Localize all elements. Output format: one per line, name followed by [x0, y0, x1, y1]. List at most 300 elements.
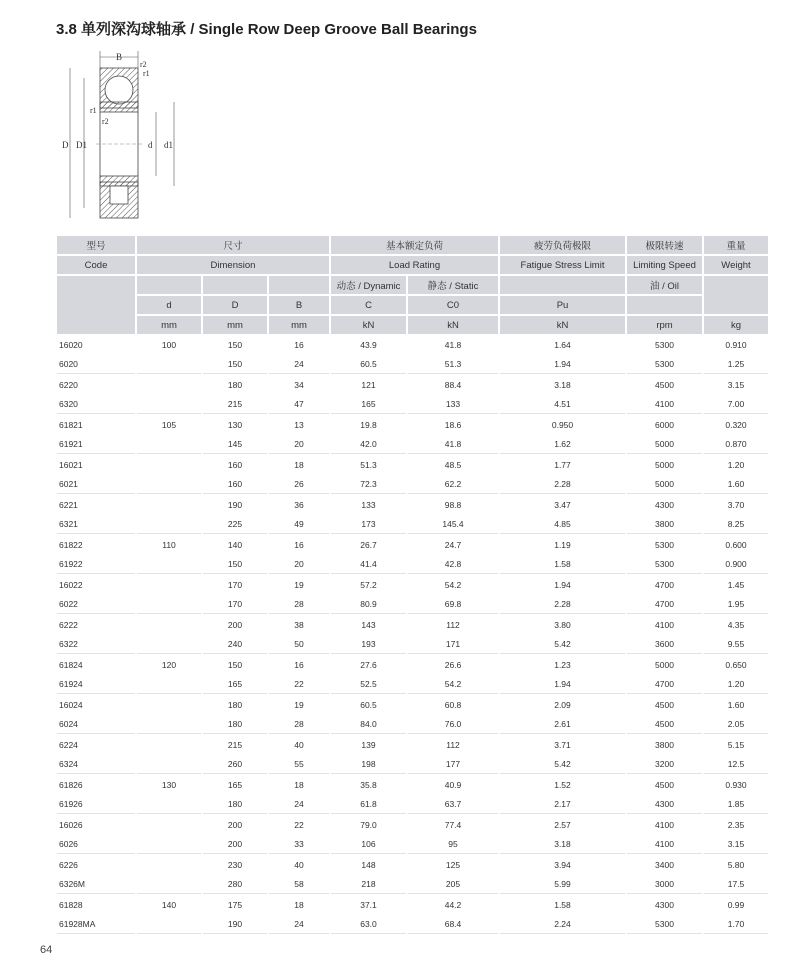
cell-weight-kg: 5.80	[727, 859, 745, 870]
cell-static-C0: 41.8	[408, 436, 498, 455]
table-row	[57, 436, 768, 455]
cell-weight-kg: 0.900	[704, 556, 768, 575]
header-unit-D: mm	[203, 316, 267, 334]
cell-bore-d: 100	[161, 339, 177, 350]
cell-outer-D: 170	[227, 579, 243, 590]
table-row	[57, 616, 768, 634]
cell-code: 16024	[59, 699, 83, 710]
cell-static-C0: 62.2	[408, 476, 498, 495]
table-row	[57, 596, 768, 615]
cell-speed-rpm: 3200	[627, 756, 702, 775]
cell-width-B: 36	[294, 499, 304, 510]
cell-dynamic-C: 19.8	[360, 419, 377, 430]
cell-bore-d	[137, 436, 201, 455]
label-B: B	[116, 52, 123, 62]
label-r2-inner: r2	[102, 117, 109, 126]
cell-outer-D: 150	[227, 659, 243, 670]
cell-width-B: 24	[269, 796, 329, 815]
cell-outer-D: 150	[203, 556, 267, 575]
cell-static-C0: 112	[446, 739, 460, 750]
cell-static-C0: 63.7	[408, 796, 498, 815]
cell-code: 61928MA	[57, 916, 135, 935]
table-row	[57, 336, 768, 354]
table-row	[57, 696, 768, 714]
cell-speed-rpm: 4700	[627, 676, 702, 695]
cell-code: 6221	[59, 499, 78, 510]
cell-static-C0: 77.4	[444, 819, 462, 830]
cell-speed-rpm: 4300	[627, 796, 702, 815]
cell-speed-rpm: 4100	[627, 836, 702, 855]
cell-outer-D: 145	[203, 436, 267, 455]
label-D1: D1	[76, 140, 87, 150]
table-row	[57, 856, 768, 874]
cell-static-C0: 54.2	[444, 579, 462, 590]
header-weight-cn: 重量	[704, 236, 768, 254]
table-row	[57, 456, 768, 474]
table-row	[57, 556, 768, 575]
cell-fatigue-Pu: 3.18	[554, 379, 571, 390]
cell-speed-rpm: 5300	[655, 539, 674, 550]
page-number: 64	[40, 944, 53, 956]
cell-fatigue-Pu: 1.94	[500, 356, 625, 375]
cell-bore-d	[137, 696, 201, 714]
cell-weight-kg: 4.35	[727, 619, 745, 630]
cell-weight-kg: 9.55	[704, 636, 768, 655]
cell-speed-rpm: 3800	[627, 516, 702, 535]
header-load-en: Load Rating	[331, 256, 498, 274]
cell-code: 61824	[59, 659, 83, 670]
cell-code: 6320	[57, 396, 135, 415]
cell-fatigue-Pu: 1.58	[500, 556, 625, 575]
cell-code: 61926	[57, 796, 135, 815]
table-row	[57, 376, 768, 394]
cell-fatigue-Pu: 1.64	[554, 339, 571, 350]
cell-outer-D: 175	[227, 899, 243, 910]
cell-fatigue-Pu: 3.94	[554, 859, 571, 870]
cell-outer-D: 140	[227, 539, 243, 550]
cell-code: 6226	[59, 859, 78, 870]
page-title: 3.8 单列深沟球轴承 / Single Row Deep Groove Ball Bearings	[56, 21, 477, 38]
cell-code: 6326M	[57, 876, 135, 895]
cell-bore-d: 120	[161, 659, 177, 670]
cell-static-C0: 18.6	[444, 419, 462, 430]
cell-width-B: 38	[294, 619, 304, 630]
cell-dynamic-C: 61.8	[331, 796, 406, 815]
cell-weight-kg: 3.70	[727, 499, 745, 510]
header-dimension-cn: 尺寸	[137, 236, 329, 254]
cell-static-C0: 48.5	[444, 459, 462, 470]
cell-outer-D: 280	[203, 876, 267, 895]
cell-outer-D: 130	[227, 419, 243, 430]
cell-weight-kg: 2.35	[727, 819, 745, 830]
cell-weight-kg: 3.15	[704, 836, 768, 855]
cell-dynamic-C: 35.8	[360, 779, 377, 790]
cell-dynamic-C: 139	[361, 739, 376, 750]
table-row	[57, 516, 768, 535]
cell-width-B: 19	[294, 579, 304, 590]
cell-dynamic-C: 148	[361, 859, 376, 870]
cell-dynamic-C: 60.5	[360, 699, 377, 710]
cell-dynamic-C: 133	[361, 499, 376, 510]
cell-dynamic-C: 79.0	[360, 819, 377, 830]
table-row	[57, 796, 768, 815]
cell-weight-kg: 1.20	[704, 676, 768, 695]
header-unit-rpm: rpm	[627, 316, 702, 334]
header-sym-B: B	[269, 296, 329, 314]
table-row	[57, 356, 768, 375]
cell-outer-D: 165	[227, 779, 243, 790]
cell-weight-kg: 0.600	[725, 539, 747, 550]
cell-fatigue-Pu: 5.42	[500, 756, 625, 775]
table-row	[57, 736, 768, 754]
cell-dynamic-C: 80.9	[331, 596, 406, 615]
cell-code: 6321	[57, 516, 135, 535]
cell-code: 16020	[59, 339, 83, 350]
cell-outer-D: 215	[203, 396, 267, 415]
cell-dynamic-C: 84.0	[331, 716, 406, 735]
cell-fatigue-Pu: 2.24	[500, 916, 625, 935]
cell-dynamic-C: 57.2	[360, 579, 377, 590]
cell-dynamic-C: 51.3	[360, 459, 377, 470]
cell-bore-d: 130	[161, 779, 177, 790]
cell-width-B: 33	[269, 836, 329, 855]
table-row	[57, 836, 768, 855]
cell-static-C0: 41.8	[444, 339, 462, 350]
cell-bore-d	[137, 916, 201, 935]
cell-width-B: 22	[294, 819, 304, 830]
table-row	[57, 636, 768, 655]
cell-bore-d	[137, 616, 201, 634]
cell-weight-kg: 5.15	[727, 739, 745, 750]
cell-bore-d	[137, 816, 201, 834]
cell-outer-D: 170	[203, 596, 267, 615]
cell-weight-kg: 0.650	[725, 659, 747, 670]
cell-fatigue-Pu: 1.52	[554, 779, 571, 790]
cell-speed-rpm: 3600	[627, 636, 702, 655]
cell-code: 61826	[59, 779, 83, 790]
cell-outer-D: 260	[203, 756, 267, 775]
cell-fatigue-Pu: 2.17	[500, 796, 625, 815]
cell-static-C0: 51.3	[408, 356, 498, 375]
cell-outer-D: 190	[227, 499, 243, 510]
header-unit-C: kN	[331, 316, 406, 334]
table-row	[57, 776, 768, 794]
header-load-cn: 基本额定负荷	[331, 236, 498, 254]
cell-static-C0: 177	[408, 756, 498, 775]
cell-speed-rpm: 4100	[627, 396, 702, 415]
cell-code: 61822	[59, 539, 83, 550]
cell-dynamic-C: 143	[361, 619, 376, 630]
cell-static-C0: 171	[408, 636, 498, 655]
header-speed-cn: 极限转速	[627, 236, 702, 254]
header-unit-Pu: kN	[500, 316, 625, 334]
cell-fatigue-Pu: 3.71	[554, 739, 571, 750]
cell-dynamic-C: 193	[331, 636, 406, 655]
table-row	[57, 536, 768, 554]
cell-fatigue-Pu: 5.42	[500, 636, 625, 655]
cell-weight-kg: 0.910	[725, 339, 747, 350]
cell-width-B: 19	[294, 699, 304, 710]
cell-bore-d: 110	[162, 539, 176, 550]
cell-outer-D: 180	[203, 796, 267, 815]
cell-speed-rpm: 4100	[655, 619, 674, 630]
cell-code: 61924	[57, 676, 135, 695]
bearing-spec-table	[55, 234, 770, 936]
cell-speed-rpm: 4300	[655, 899, 674, 910]
cell-code: 6222	[59, 619, 78, 630]
cell-outer-D: 225	[203, 516, 267, 535]
cell-code: 6026	[57, 836, 135, 855]
cell-weight-kg: 1.25	[704, 356, 768, 375]
header-fatigue-cn: 疲劳负荷极限	[500, 236, 625, 254]
cell-code: 6224	[59, 739, 78, 750]
cell-weight-kg: 1.60	[727, 699, 745, 710]
cell-speed-rpm: 4700	[627, 596, 702, 615]
header-static: 静态 / Static	[408, 276, 498, 294]
cell-fatigue-Pu: 3.47	[554, 499, 571, 510]
cell-width-B: 40	[294, 739, 304, 750]
cell-width-B: 47	[269, 396, 329, 415]
cell-static-C0: 88.4	[444, 379, 462, 390]
cell-outer-D: 180	[227, 699, 243, 710]
header-sym-C0: C0	[408, 296, 498, 314]
bearing-section-diagram	[56, 46, 206, 226]
cell-code: 6322	[57, 636, 135, 655]
cell-static-C0: 26.6	[444, 659, 462, 670]
label-r1-inner: r1	[90, 106, 97, 115]
cell-speed-rpm: 5300	[627, 916, 702, 935]
cell-outer-D: 180	[227, 379, 243, 390]
label-d1: d1	[164, 140, 173, 150]
cell-weight-kg: 3.15	[727, 379, 745, 390]
cell-static-C0: 44.2	[444, 899, 462, 910]
cell-code: 61922	[57, 556, 135, 575]
table-row	[57, 576, 768, 594]
cell-fatigue-Pu: 1.77	[554, 459, 571, 470]
table-row	[57, 416, 768, 434]
cell-code: 16021	[59, 459, 83, 470]
cell-width-B: 50	[269, 636, 329, 655]
cell-bore-d	[137, 716, 201, 735]
header-speed-en: Limiting Speed	[627, 256, 702, 274]
cell-weight-kg: 7.00	[704, 396, 768, 415]
cell-weight-kg: 0.870	[704, 436, 768, 455]
cell-fatigue-Pu: 2.09	[554, 699, 571, 710]
cell-outer-D: 200	[227, 619, 243, 630]
cell-width-B: 18	[294, 899, 304, 910]
cell-width-B: 20	[269, 556, 329, 575]
cell-bore-d: 105	[161, 419, 177, 430]
cell-dynamic-C: 198	[331, 756, 406, 775]
cell-width-B: 40	[294, 859, 304, 870]
cell-fatigue-Pu: 3.80	[554, 619, 571, 630]
cell-width-B: 18	[294, 779, 304, 790]
cell-bore-d	[137, 836, 201, 855]
table-row	[57, 496, 768, 514]
cell-speed-rpm: 4100	[655, 819, 674, 830]
cell-width-B: 16	[294, 339, 304, 350]
cell-dynamic-C: 72.3	[331, 476, 406, 495]
cell-bore-d	[137, 516, 201, 535]
cell-fatigue-Pu: 1.94	[554, 579, 571, 590]
cell-static-C0: 205	[408, 876, 498, 895]
label-d: d	[148, 140, 153, 150]
cell-speed-rpm: 4500	[655, 779, 674, 790]
cell-dynamic-C: 60.5	[331, 356, 406, 375]
header-sym-d: d	[137, 296, 201, 314]
cell-weight-kg: 1.60	[704, 476, 768, 495]
cell-width-B: 28	[269, 716, 329, 735]
cell-dynamic-C: 43.9	[360, 339, 377, 350]
cell-width-B: 18	[294, 459, 304, 470]
header-dimension-en: Dimension	[137, 256, 329, 274]
cell-speed-rpm: 5000	[655, 659, 674, 670]
cell-width-B: 13	[294, 419, 304, 430]
cell-width-B: 49	[269, 516, 329, 535]
cell-dynamic-C: 165	[331, 396, 406, 415]
cell-bore-d	[137, 396, 201, 415]
cell-bore-d	[137, 876, 201, 895]
cell-weight-kg: 1.20	[727, 459, 745, 470]
cell-outer-D: 160	[227, 459, 243, 470]
cell-fatigue-Pu: 1.19	[554, 539, 571, 550]
cell-weight-kg: 0.320	[725, 419, 747, 430]
cell-code: 61821	[59, 419, 83, 430]
cell-static-C0: 145.4	[408, 516, 498, 535]
cell-fatigue-Pu: 1.23	[554, 659, 571, 670]
cell-static-C0: 98.8	[444, 499, 462, 510]
cell-fatigue-Pu: 4.85	[500, 516, 625, 535]
cell-dynamic-C: 52.5	[331, 676, 406, 695]
cell-fatigue-Pu: 2.61	[500, 716, 625, 735]
cell-outer-D: 230	[227, 859, 243, 870]
cell-code: 6021	[57, 476, 135, 495]
cell-bore-d	[137, 596, 201, 615]
header-dynamic: 动态 / Dynamic	[331, 276, 406, 294]
cell-bore-d	[137, 356, 201, 375]
cell-code: 6220	[59, 379, 78, 390]
cell-bore-d	[137, 756, 201, 775]
table-row	[57, 476, 768, 495]
table-row	[57, 396, 768, 415]
cell-dynamic-C: 27.6	[360, 659, 377, 670]
cell-dynamic-C: 63.0	[331, 916, 406, 935]
table-row	[57, 756, 768, 775]
cell-dynamic-C: 106	[331, 836, 406, 855]
cell-width-B: 58	[269, 876, 329, 895]
cell-outer-D: 150	[203, 356, 267, 375]
cell-weight-kg: 0.930	[725, 779, 747, 790]
cell-speed-rpm: 5000	[655, 459, 674, 470]
cell-outer-D: 215	[227, 739, 243, 750]
cell-bore-d: 140	[161, 899, 177, 910]
header-unit-C0: kN	[408, 316, 498, 334]
cell-speed-rpm: 4300	[655, 499, 674, 510]
cell-code: 6024	[57, 716, 135, 735]
cell-bore-d	[137, 456, 201, 474]
cell-dynamic-C: 173	[331, 516, 406, 535]
cell-outer-D: 165	[203, 676, 267, 695]
cell-static-C0: 112	[446, 619, 460, 630]
cell-weight-kg: 2.05	[704, 716, 768, 735]
cell-code: 6022	[57, 596, 135, 615]
cell-weight-kg: 1.70	[704, 916, 768, 935]
cell-fatigue-Pu: 5.99	[500, 876, 625, 895]
header-sym-D: D	[203, 296, 267, 314]
cell-speed-rpm: 5000	[627, 436, 702, 455]
label-D: D	[62, 140, 69, 150]
cell-code: 16022	[59, 579, 83, 590]
cell-dynamic-C: 218	[331, 876, 406, 895]
cell-speed-rpm: 3800	[655, 739, 674, 750]
header-unit-d: mm	[137, 316, 201, 334]
header-code-en: Code	[57, 256, 135, 274]
cell-bore-d	[137, 496, 201, 514]
cell-speed-rpm: 5300	[655, 339, 674, 350]
cell-code: 61921	[57, 436, 135, 455]
cell-code: 61828	[59, 899, 83, 910]
cell-fatigue-Pu: 2.28	[500, 476, 625, 495]
table-row	[57, 716, 768, 735]
cell-code: 6324	[57, 756, 135, 775]
cell-weight-kg: 1.95	[704, 596, 768, 615]
cell-code: 16026	[59, 819, 83, 830]
cell-bore-d	[137, 736, 201, 754]
cell-static-C0: 24.7	[444, 539, 462, 550]
cell-dynamic-C: 37.1	[360, 899, 377, 910]
cell-width-B: 20	[269, 436, 329, 455]
cell-weight-kg: 12.5	[704, 756, 768, 775]
cell-speed-rpm: 4700	[655, 579, 674, 590]
cell-width-B: 24	[269, 916, 329, 935]
cell-weight-kg: 1.45	[727, 579, 745, 590]
cell-speed-rpm: 3400	[655, 859, 674, 870]
cell-fatigue-Pu: 1.94	[500, 676, 625, 695]
cell-fatigue-Pu: 2.28	[500, 596, 625, 615]
cell-weight-kg: 1.85	[704, 796, 768, 815]
cell-bore-d	[137, 556, 201, 575]
cell-bore-d	[137, 376, 201, 394]
cell-dynamic-C: 42.0	[331, 436, 406, 455]
cell-outer-D: 150	[227, 339, 243, 350]
cell-bore-d	[137, 576, 201, 594]
cell-bore-d	[137, 476, 201, 495]
cell-width-B: 16	[294, 659, 304, 670]
header-unit-B: mm	[269, 316, 329, 334]
label-r2: r2	[140, 60, 147, 69]
header-code-cn: 型号	[57, 236, 135, 254]
cell-fatigue-Pu: 3.18	[500, 836, 625, 855]
cell-outer-D: 240	[203, 636, 267, 655]
header-sym-C: C	[331, 296, 406, 314]
cell-outer-D: 190	[203, 916, 267, 935]
cell-bore-d	[137, 636, 201, 655]
cell-code: 6020	[57, 356, 135, 375]
cell-fatigue-Pu: 4.51	[500, 396, 625, 415]
cell-outer-D: 160	[203, 476, 267, 495]
cell-static-C0: 40.9	[444, 779, 462, 790]
header-weight-en: Weight	[704, 256, 768, 274]
table-row	[57, 656, 768, 674]
cell-width-B: 55	[269, 756, 329, 775]
label-r1: r1	[143, 69, 150, 78]
cell-width-B: 34	[294, 379, 304, 390]
cell-weight-kg: 8.25	[704, 516, 768, 535]
cell-dynamic-C: 121	[361, 379, 376, 390]
cell-fatigue-Pu: 2.57	[554, 819, 571, 830]
cell-outer-D: 200	[227, 819, 243, 830]
cell-static-C0: 95	[408, 836, 498, 855]
